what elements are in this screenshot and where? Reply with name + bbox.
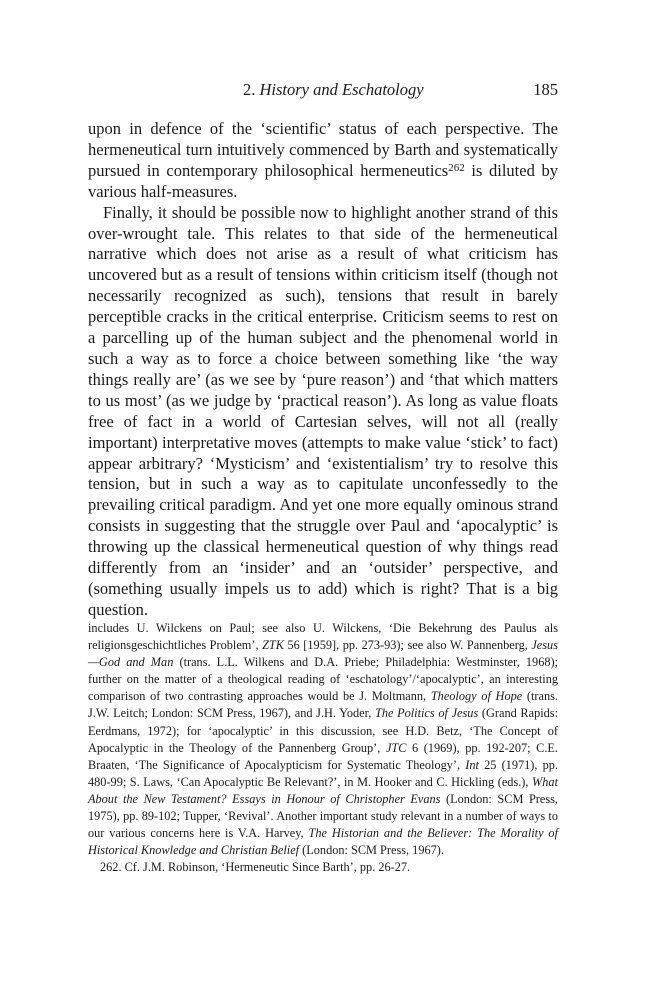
- chapter-title: History and Eschatology: [259, 80, 424, 99]
- footnote-italic: The Historian and the Believer: The Morality of Historical Knowledge and Christian Belief: [88, 826, 558, 858]
- footnote-text: (trans. L.L. Wilkens and D.A. Priebe; Philadelphia: Westminster, 1968); further on the matter of a theological reading of ‘eschatology’/‘apocalyptic’, an interesting comparison of two contrasting approaches would be J. Moltmann,: [88, 655, 558, 704]
- chapter-number: 2.: [243, 80, 256, 99]
- footnote-reference: 262: [448, 161, 465, 174]
- footnote-italic: What About the New Testament? Essays in Honour of Christopher Evans: [88, 774, 558, 806]
- footnote-text: (trans. J.W. Leitch; London: SCM Press, 1967), and J.H. Yoder,: [88, 689, 558, 721]
- running-title: [243, 80, 424, 100]
- footnote-text: 56 [1959], pp. 273-93); see also W. Pannenberg,: [283, 638, 532, 653]
- paragraph: Finally, it should be possible now to highlight another strand of this over-wrought tale. This relates to that side of the hermeneutical narrative which does not arise as a result of what criticism has uncovered but as a result of tensions within criticism itself (though not necessarily recognized as such), tensions that result in barely perceptible cracks in the critical enterprise. Criticism seems to rest on a parcelling up of the human subject and the phenomenal world in such a way as to force a choice between something like ‘the way things really are’ (as we see by ‘pure reason’) and ‘that which matters to us most’ (as we judge by ‘practical reason’). As long as value floats free of fact in a world of Cartesian selves, will not all (really important) interpretative moves (attempts to make value ‘stick’ to fact) appear arbitrary? ‘Mysticism’ and ‘existentialism’ try to resolve this tension, but in such a way as to capitulate unconfessedly to the prevailing critical paradigm. And yet one more equally ominous strand consists in suggesting that the struggle over Paul and ‘apocalyptic’ is throwing up the classical hermeneutical question of why things read differently from an ‘insider’ and an ‘outsider’ perspective, and (something usually impels us to add) which is right? That is a big question.: [88, 202, 558, 619]
- footnote-text: (London: SCM Press, 1975), pp. 89-102; Tupper, ‘Revival’. Another important study relevant in a number of ways to our various concerns here is V.A. Harvey,: [88, 791, 559, 841]
- paragraph-text: upon in defence of the ‘scientific’ status of each perspective. The hermeneutical turn intuitively commenced by Barth and systematically pursued in contemporary philosophical hermeneutics: [88, 119, 558, 180]
- footnote-text: 25 (1971), pp. 480-99; S. Laws, ‘Can Apocalyptic Be Relevant?’, in M. Hooker and C. Hickling (eds.),: [88, 757, 558, 789]
- footnote-italic: Jesus—God and Man: [88, 638, 558, 670]
- footnote-italic: ZTK: [262, 638, 284, 653]
- footnote-text: 6 (1969), pp. 192-207; C.E. Braaten, ‘The Significance of Apocalypticism for Systematic Theology’,: [88, 740, 558, 772]
- footnote-text: (London: SCM Press, 1967).: [299, 843, 444, 858]
- footnote-262: 262. Cf. J.M. Robinson, ‘Hermeneutic Since Barth’, pp. 26-27.: [100, 860, 411, 875]
- footnote-text: (Grand Rapids: Eerdmans, 1972); for ‘apocalyptic’ in this discussion, see H.D. Betz, ‘The Concept of Apocalyptic in the Theology of the Pannenberg Group’,: [88, 706, 558, 755]
- paragraph-continued: [88, 119, 558, 203]
- footnote-continued: [88, 620, 558, 859]
- main-text: [88, 119, 558, 621]
- footnote-italic: The Politics of Jesus: [374, 706, 479, 721]
- footnote-italic: Int: [465, 757, 479, 772]
- page-number: 185: [533, 80, 558, 99]
- paragraph-text: is diluted by various half-measures.: [88, 160, 558, 201]
- footnotes: [88, 620, 558, 876]
- footnote-italic: Theology of Hope: [430, 689, 523, 704]
- running-header: [88, 80, 558, 106]
- footnote-text: includes U. Wilckens on Paul; see also U. Wilckens, ‘Die Bekehrung des Paulus als religionsgeschichtliches Problem’,: [88, 621, 558, 653]
- footnote-italic: JTC: [385, 740, 407, 755]
